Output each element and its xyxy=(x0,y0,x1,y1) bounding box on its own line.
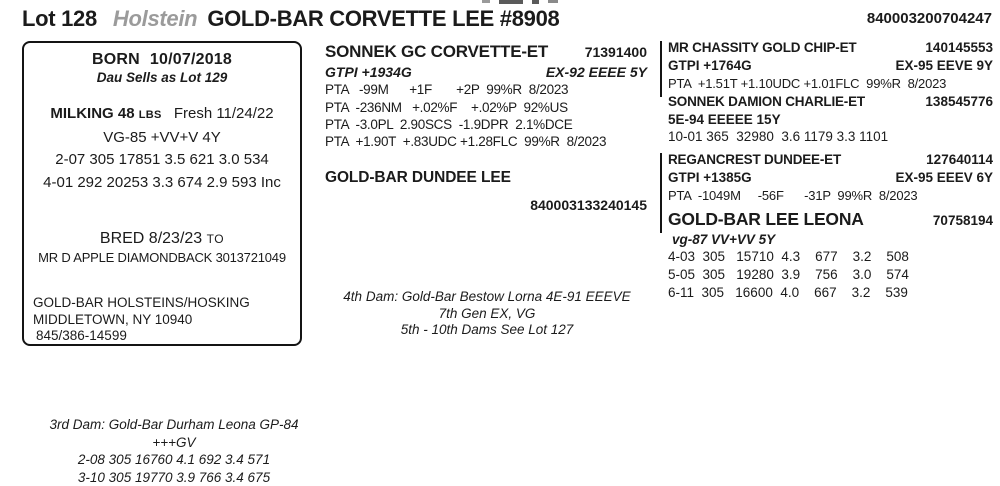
sire-gtpi: GTPI +1934G xyxy=(325,64,412,80)
maternal-sire-gtpi: GTPI +1385G xyxy=(668,170,752,185)
maternal-sire-score: EX-95 EEEV 6Y xyxy=(895,170,993,185)
owner-contact-block xyxy=(33,295,250,345)
maternal-sire-gtpi-row xyxy=(668,170,993,185)
paternal-dam-name: SONNEK DAMION CHARLIE-ET xyxy=(668,94,865,109)
fourth-dam-line: 4th Dam: Gold-Bar Bestow Lorna 4E-91 EEEVE xyxy=(332,289,642,306)
classification-line: VG-85 +VV+V 4Y xyxy=(24,129,300,146)
fresh-date: Fresh 11/24/22 xyxy=(174,105,274,122)
maternal-dam-lactation: 6-11 305 16600 4.0 667 3.2 539 xyxy=(668,285,993,300)
fourth-dam-block xyxy=(332,289,642,339)
maternal-dam-name: GOLD-BAR LEE LEONA xyxy=(668,209,864,230)
maternal-dam-lactation: 5-05 305 19280 3.9 756 3.0 574 xyxy=(668,267,993,282)
fourth-dam-line: 5th - 10th Dams See Lot 127 xyxy=(332,322,642,339)
milking-line xyxy=(24,105,300,122)
third-dam-title: 3rd Dam: Gold-Bar Durham Leona GP-84 +++GV xyxy=(28,416,320,451)
lactation-record: 4-01 292 20253 3.3 674 2.9 593 Inc xyxy=(24,174,300,191)
breed-label: Holstein xyxy=(113,6,197,31)
maternal-sire-pta: PTA -1049M -56F -31P 99%R 8/2023 xyxy=(668,188,993,203)
bred-line xyxy=(24,230,300,248)
paternal-sire-gtpi-row xyxy=(668,58,993,73)
daughter-note: Dau Sells as Lot 129 xyxy=(24,70,300,85)
sire-pta-line: PTA -236NM +.02%F +.02%P 92%US xyxy=(325,100,647,115)
paternal-sire-row xyxy=(668,40,993,55)
animal-registration-id: 840003200704247 xyxy=(867,10,992,27)
fourth-dam-line: 7th Gen EX, VG xyxy=(332,306,642,323)
animal-name: GOLD-BAR CORVETTE LEE #8908 xyxy=(207,6,559,31)
milking-lbs-value: 48 xyxy=(118,105,135,122)
born-date: 10/07/2018 xyxy=(150,51,232,68)
owner-city: MIDDLETOWN, NY 10940 xyxy=(33,312,250,329)
service-sire: MR D APPLE DIAMONDBACK 3013721049 xyxy=(24,250,300,265)
paternal-dam-registration: 138545776 xyxy=(925,94,993,109)
paternal-sire-pta: PTA +1.51T +1.10UDC +1.01FLC 99%R 8/2023 xyxy=(668,76,993,91)
lactation-record: 2-07 305 17851 3.5 621 3.0 534 xyxy=(24,151,300,168)
dam-name: GOLD-BAR DUNDEE LEE xyxy=(325,169,647,187)
sire-pta-line: PTA -99M +1F +2P 99%R 8/2023 xyxy=(325,82,647,97)
third-dam-lactation: 3-10 305 19770 3.9 766 3.4 675 xyxy=(28,469,320,486)
owner-phone: 845/386-14599 xyxy=(33,328,250,345)
page-header xyxy=(22,6,559,32)
paternal-sire-name: MR CHASSITY GOLD CHIP-ET xyxy=(668,40,856,55)
maternal-sire-name: REGANCREST DUNDEE-ET xyxy=(668,152,841,167)
third-dam-lactation: 2-08 305 16760 4.1 692 3.4 571 xyxy=(28,451,320,469)
paternal-dam-score: 5E-94 EEEEE 15Y xyxy=(668,112,993,127)
maternal-sire-row xyxy=(668,152,993,167)
born-line xyxy=(24,51,300,69)
pedigree-bracket-line xyxy=(660,41,662,97)
paternal-dam-row xyxy=(668,94,993,109)
born-label: BORN xyxy=(92,51,140,68)
page-edge-artifact xyxy=(482,0,558,4)
bred-to-label: TO xyxy=(207,232,224,246)
maternal-dam-registration: 70758194 xyxy=(933,213,993,228)
paternal-dam-lactation: 10-01 365 32980 3.6 1179 3.3 1101 xyxy=(668,129,993,144)
dam-registration: 840003133240145 xyxy=(325,197,647,213)
owner-name: GOLD-BAR HOLSTEINS/HOSKING xyxy=(33,295,250,312)
sire-gtpi-row xyxy=(325,64,647,80)
animal-info-box xyxy=(22,41,302,346)
sire-score: EX-92 EEEE 5Y xyxy=(546,64,647,80)
maternal-dam-lactation: 4-03 305 15710 4.3 677 3.2 508 xyxy=(668,249,993,264)
maternal-dam-score: vg-87 VV+VV 5Y xyxy=(668,232,993,247)
maternal-dam-row xyxy=(668,209,993,230)
sire-pta-line: PTA -3.0PL 2.90SCS -1.9DPR 2.1%DCE xyxy=(325,117,647,132)
sire-name: SONNEK GC CORVETTE-ET xyxy=(325,42,548,62)
bred-date: BRED 8/23/23 xyxy=(100,230,202,247)
lot-number: Lot 128 xyxy=(22,6,97,31)
third-dam-block xyxy=(28,416,320,486)
pedigree-bracket-line xyxy=(660,153,662,233)
paternal-sire-score: EX-95 EEVE 9Y xyxy=(895,58,993,73)
paternal-sire-gtpi: GTPI +1764G xyxy=(668,58,752,73)
paternal-sire-registration: 140145553 xyxy=(925,40,993,55)
maternal-sire-registration: 127640114 xyxy=(926,152,993,167)
milking-label: MILKING xyxy=(50,105,113,122)
lbs-unit: LBS xyxy=(139,109,162,121)
sire-name-row xyxy=(325,42,647,62)
sire-pta-line: PTA +1.90T +.83UDC +1.28FLC 99%R 8/2023 xyxy=(325,134,647,149)
sire-registration: 71391400 xyxy=(585,44,647,60)
